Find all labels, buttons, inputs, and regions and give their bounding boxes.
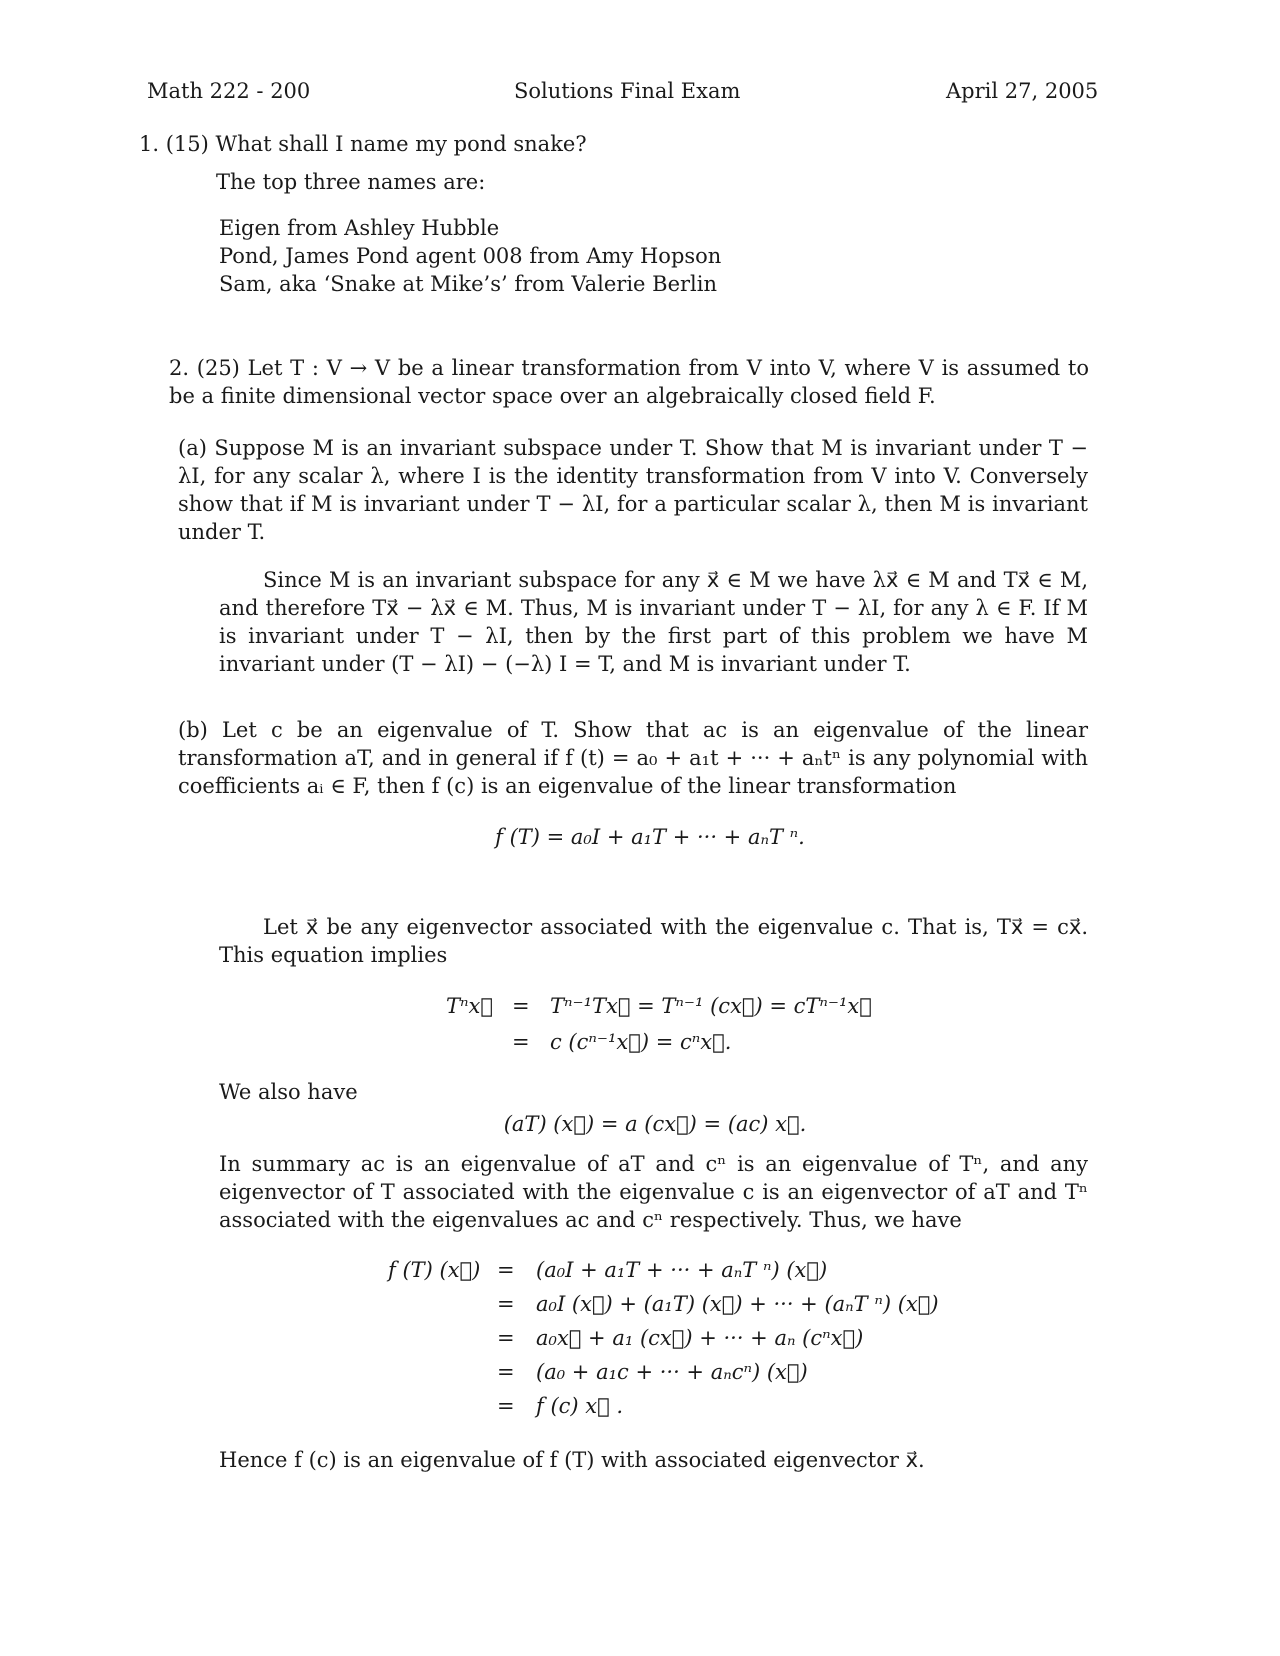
eq3-equals: =: [497, 1394, 515, 1418]
eq3-equals: =: [497, 1258, 515, 1282]
eq3-row: f (c) x⃗ .: [536, 1394, 624, 1418]
eq1-row-1: Tⁿ⁻¹Tx⃗ = Tⁿ⁻¹ (cx⃗) = cTⁿ⁻¹x⃗: [550, 994, 872, 1018]
eq1-row-2: c (cⁿ⁻¹x⃗) = cⁿx⃗.: [550, 1030, 732, 1054]
q1-name-2: Pond, James Pond agent 008 from Amy Hopson: [219, 244, 722, 268]
q2b-conclusion: Hence f (c) is an eigenvalue of f (T) with associated eigenvector x⃗.: [219, 1448, 925, 1472]
course-label: Math 222 - 200: [147, 79, 311, 103]
eq3-row: a₀I (x⃗) + (a₁T) (x⃗) + ··· + (aₙT ⁿ) (x⃗): [536, 1292, 939, 1316]
q1-name-1: Eigen from Ashley Hubble: [219, 216, 500, 240]
eq3-lhs: f (T) (x⃗): [388, 1258, 481, 1282]
eq1-equals-2: =: [512, 1030, 530, 1054]
eq3-equals: =: [497, 1292, 515, 1316]
eq3-row: a₀x⃗ + a₁ (cx⃗) + ··· + aₙ (cⁿx⃗): [536, 1326, 864, 1350]
eq1-lhs: Tⁿx⃗: [446, 994, 493, 1018]
q2b-question: (b) Let c be an eigenvalue of T. Show that ac is an eigenvalue of the linear transformation aT, and in general if f (t) = a₀ + a₁t + ··· + aₙtⁿ is any polynomial with coefficients aᵢ ∈ F, then f (c) is an eigenvalue of the linear transformation: [178, 718, 1088, 798]
q2b-display-equation: f (T) = a₀I + a₁T + ··· + aₙT ⁿ.: [495, 825, 805, 849]
eq3-row: (a₀I + a₁T + ··· + aₙT ⁿ) (x⃗): [536, 1258, 828, 1282]
q1-label: 1. (15) What shall I name my pond snake?: [139, 132, 587, 156]
q1-intro: The top three names are:: [216, 170, 486, 194]
eq3-equals: =: [497, 1360, 515, 1384]
q2a-question: (a) Suppose M is an invariant subspace under T. Show that M is invariant under T − λI, for any scalar λ, where I is the identity transformation from V into V. Conversely show that if M is invariant under T − λI, for a particular scalar λ, then M is invariant under T.: [178, 436, 1088, 544]
document-title: Solutions Final Exam: [514, 79, 741, 103]
document-date: April 27, 2005: [946, 79, 1099, 103]
q2a-solution: Since M is an invariant subspace for any x⃗ ∈ M we have λx⃗ ∈ M and Tx⃗ ∈ M, and therefore Tx⃗ − λx⃗ ∈ M. Thus, M is invariant under T − λI, for any λ ∈ F. If M is invariant under T − λI, then by the first part of this problem we have M invariant under (T − λI) − (−λ) I = T, and M is invariant under T.: [219, 568, 1088, 676]
q1-name-3: Sam, aka ‘Snake at Mike’s’ from Valerie Berlin: [219, 272, 718, 296]
q2b-solution-intro: Let x⃗ be any eigenvector associated with the eigenvalue c. That is, Tx⃗ = cx⃗. This equation implies: [219, 915, 1088, 967]
q2b-summary: In summary ac is an eigenvalue of aT and cⁿ is an eigenvalue of Tⁿ, and any eigenvector of T associated with the eigenvalue c is an eigenvector of aT and Tⁿ associated with the eigenvalues ac and cⁿ respectively. Thus, we have: [219, 1152, 1088, 1232]
q2-label: 2. (25) Let T : V → V be a linear transformation from V into V, where V is assumed to be a finite dimensional vector space over an algebraically closed field F.: [169, 356, 1089, 408]
eq3-equals: =: [497, 1326, 515, 1350]
eq1-equals-1: =: [512, 994, 530, 1018]
eq3-row: (a₀ + a₁c + ··· + aₙcⁿ) (x⃗): [536, 1360, 808, 1384]
q2b-also: We also have: [219, 1080, 358, 1104]
eq2: (aT) (x⃗) = a (cx⃗) = (ac) x⃗.: [503, 1112, 807, 1136]
